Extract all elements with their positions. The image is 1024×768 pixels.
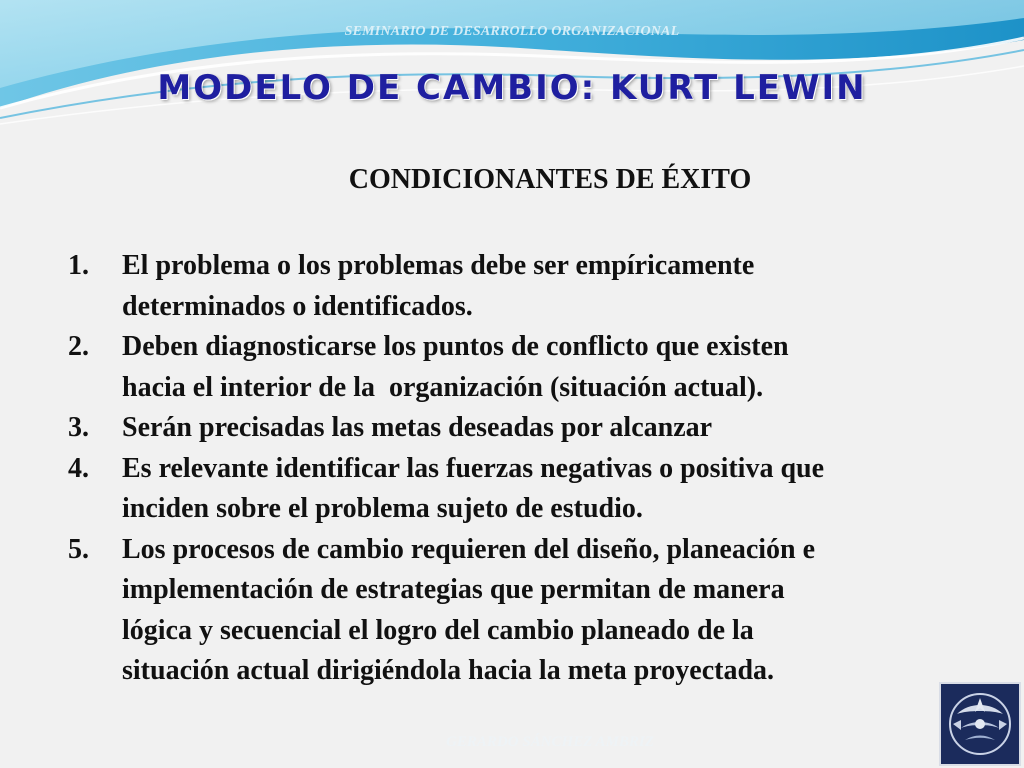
seminar-header: SEMINARIO DE DESARROLLO ORGANIZACIONAL xyxy=(344,24,680,39)
item-line: inciden sobre el problema sujeto de estudio. xyxy=(122,493,643,524)
item-line: lógica y secuencial el logro del cambio planeado de la xyxy=(122,614,754,646)
item-text xyxy=(122,408,998,449)
item-text xyxy=(122,327,998,408)
item-line: determinados o identificados. xyxy=(122,290,473,322)
item-line: Deben diagnosticarse los puntos de conflicto que existen xyxy=(122,331,789,362)
section-subtitle: CONDICIONANTES DE ÉXITO xyxy=(348,164,752,195)
unam-seal-icon xyxy=(939,682,1021,766)
conditions-list xyxy=(68,246,998,692)
item-line: Los procesos de cambio requieren del diseño, planeación e xyxy=(122,533,816,565)
top-wave-decoration xyxy=(0,0,1024,130)
list-item xyxy=(68,408,998,449)
item-number: 1. xyxy=(68,250,89,281)
item-text xyxy=(122,449,998,530)
item-line: Serán precisadas las metas deseadas por alcanzar xyxy=(122,412,713,443)
list-item xyxy=(68,530,998,692)
item-line: situación actual dirigiéndola hacia la meta proyectada. xyxy=(122,655,775,686)
list-item xyxy=(68,449,998,530)
list-item xyxy=(68,327,998,408)
item-line: El problema o los problemas debe ser empíricamente xyxy=(122,250,755,281)
slide-title: MODELO DE CAMBIO: KURT LEWIN xyxy=(157,68,867,108)
item-line: Es relevante identificar las fuerzas negativas o positiva que xyxy=(122,452,825,484)
item-line: implementación de estrategias que permitan de manera xyxy=(122,574,785,605)
author-footer: GERARDO SÁNCHEZ AMBRIZ xyxy=(446,734,654,750)
item-line: hacia el interior de la organización (situación actual). xyxy=(122,371,764,403)
item-number: 5. xyxy=(68,533,89,565)
list-item xyxy=(68,246,998,327)
item-number: 2. xyxy=(68,331,89,362)
item-number: 3. xyxy=(68,412,89,443)
item-number: 4. xyxy=(68,452,89,484)
item-text xyxy=(122,530,998,692)
item-text xyxy=(122,246,998,327)
